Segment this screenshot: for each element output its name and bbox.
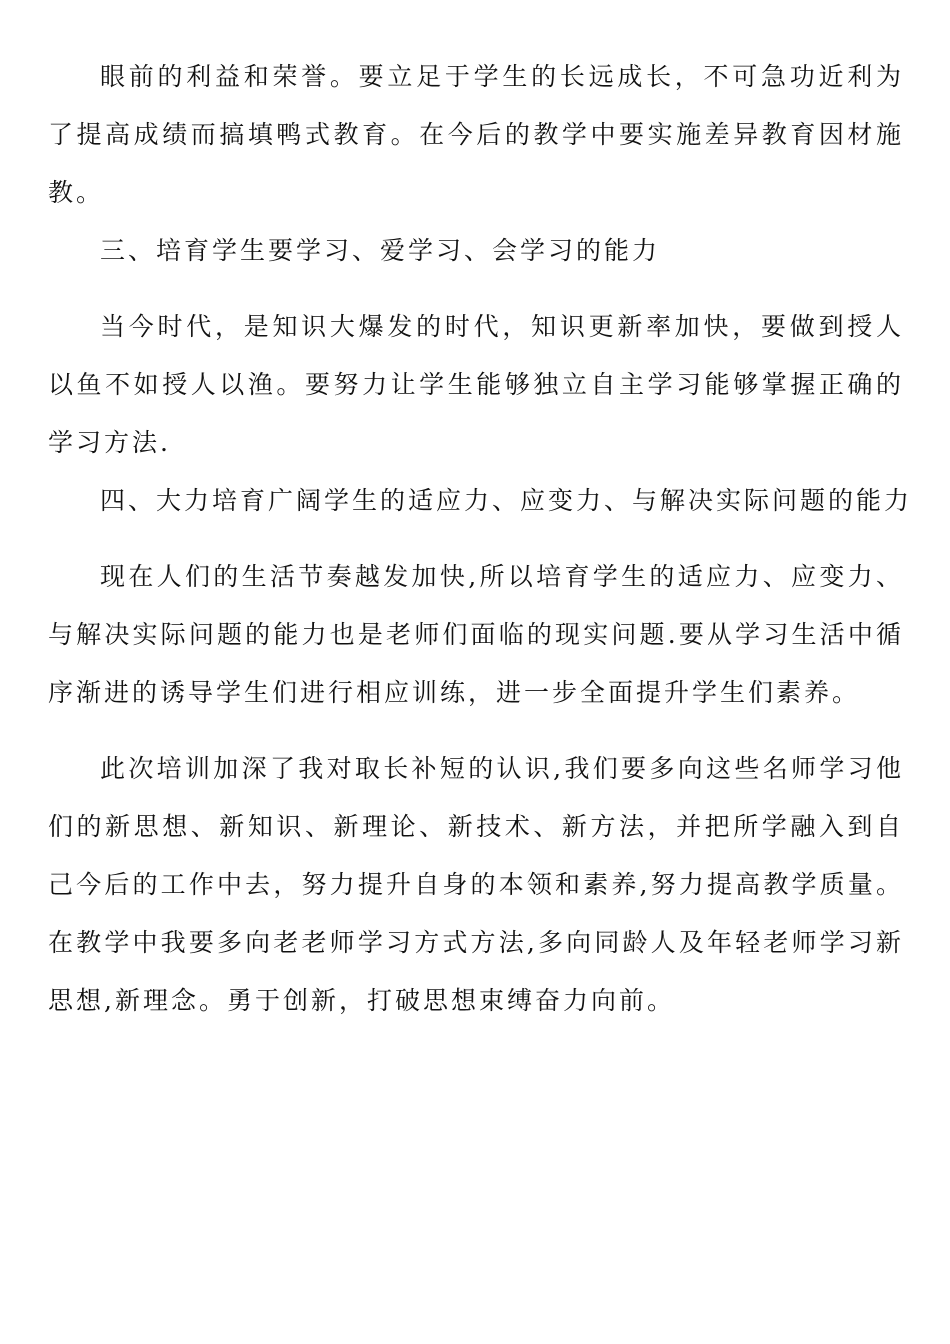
- document-page: [48, 48, 913, 1030]
- paragraph-continued: 眼前的利益和荣誉。要立足于学生的长远成长，不可急功近利为了提高成绩而搞填鸭式教育。在今后的教学中要实施差异教育因材施教。: [48, 62, 904, 207]
- section-heading-three: 三、培育学生要学习、爱学习、会学习的能力: [100, 236, 661, 265]
- paragraph-training-summary: 此次培训加深了我对取长补短的认识,我们要多向这些名师学习他们的新思想、新知识、新理论、新技术、新方法，并把所学融入到自己今后的工作中去，努力提升自身的本领和素养,努力提高教学质量。在教学中我要多向老老师学习方式方法,多向同龄人及年轻老师学习新思想,新理念。勇于创新，打破思想束缚奋力向前。: [48, 754, 904, 1015]
- section-heading-four: 四、大力培育广阔学生的适应力、应变力、与解决实际问题的能力: [100, 486, 913, 515]
- paragraph-adaptability: 现在人们的生活节奏越发加快,所以培育学生的适应力、应变力、与解决实际问题的能力也是老师们面临的现实问题.要从学习生活中循序渐进的诱导学生们进行相应训练，进一步全面提升学生们素养。: [48, 562, 904, 707]
- paragraph-learning-ability: 当今时代，是知识大爆发的时代，知识更新率加快，要做到授人以鱼不如授人以渔。要努力让学生能够独立自主学习能够掌握正确的学习方法.: [48, 312, 904, 457]
